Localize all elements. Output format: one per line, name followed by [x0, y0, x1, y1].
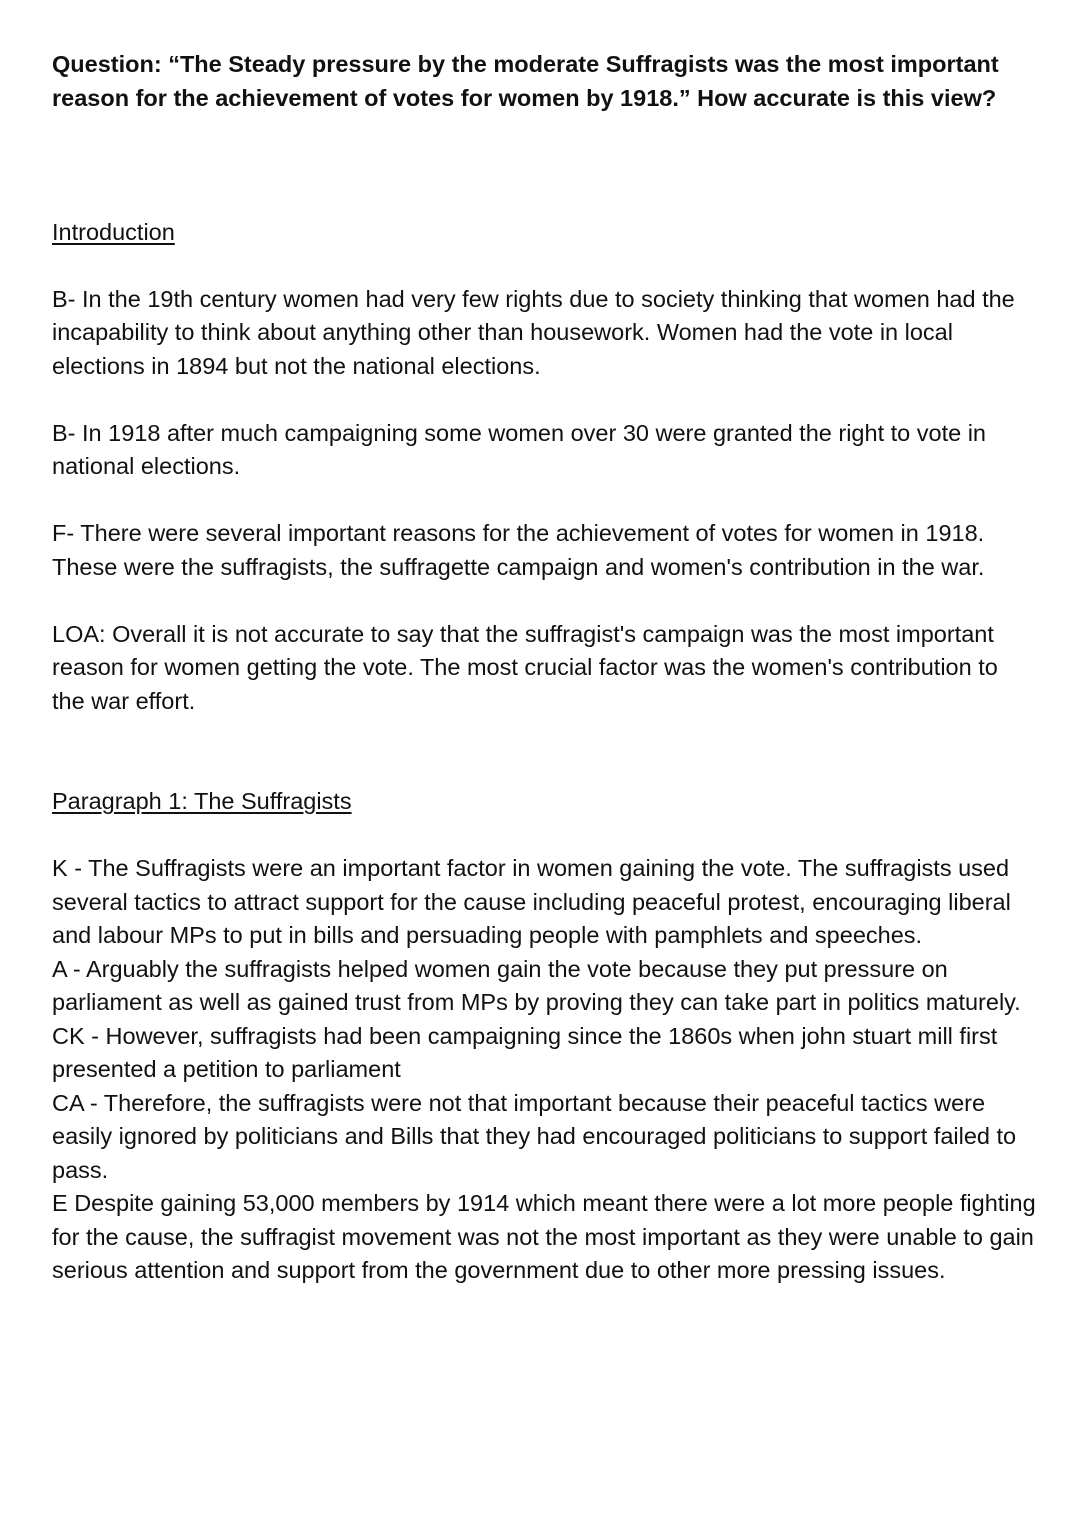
paragraph1-knowledge: K - The Suffragists were an important factor in women gaining the vote. The suffragists used several tactics to attract support for the cause including peaceful protest, encouraging liberal and labour MPs to put in bills and persuading people with pamphlets and speeches. — [52, 855, 1011, 948]
paragraph1-evaluation: E Despite gaining 53,000 members by 1914 which meant there were a lot more people fighting for the cause, the suffragist movement was not the most important as they were unable to gain serious attention and support from the government due to other more pressing issues. — [52, 1190, 1036, 1283]
spacer — [52, 182, 1037, 216]
paragraph1-counter-analysis: CA - Therefore, the suffragists were not that important because their peaceful tactics were easily ignored by politicians and Bills that they had encouraged politicians to support failed to pass. — [52, 1089, 1017, 1183]
spacer — [52, 718, 1037, 785]
intro-line-of-argument: LOA: Overall it is not accurate to say that the suffragist's campaign was the most important reason for women getting the vote. The most crucial factor was the women's contribution to the war effort. — [52, 620, 998, 714]
introduction-heading: Introduction — [52, 218, 175, 245]
paragraph1-analysis: A - Arguably the suffragists helped women gain the vote because they put pressure on parliament as well as gained trust from MPs by proving they can take part in politics maturely. — [52, 955, 1021, 1015]
essay-question: Question: “The Steady pressure by the moderate Suffragists was the most important reason for the achievement of votes for women by 1918.” How accurate is this view? — [52, 51, 999, 111]
paragraph1-counter-knowledge: CK - However, suffragists had been campaigning since the 1860s when john stuart mill first presented a petition to parliament — [52, 1022, 998, 1082]
spacer — [52, 584, 1037, 618]
intro-background-1: B- In the 19th century women had very few rights due to society thinking that women had the incapability to think about anything other than housework. Women had the vote in local elections in 1894 but not the national elections. — [52, 285, 1015, 379]
spacer — [52, 484, 1037, 518]
intro-factors: F- There were several important reasons for the achievement of votes for women in 1918. These were the suffragists, the suffragette campaign and women's contribution in the war. — [52, 520, 985, 580]
spacer — [52, 249, 1037, 283]
document-page — [52, 48, 1037, 1288]
intro-background-2: B- In 1918 after much campaigning some women over 30 were granted the right to vote in national elections. — [52, 419, 986, 479]
spacer — [52, 383, 1037, 417]
spacer — [52, 819, 1037, 853]
spacer — [52, 115, 1037, 182]
paragraph1-heading: Paragraph 1: The Suffragists — [52, 788, 352, 814]
